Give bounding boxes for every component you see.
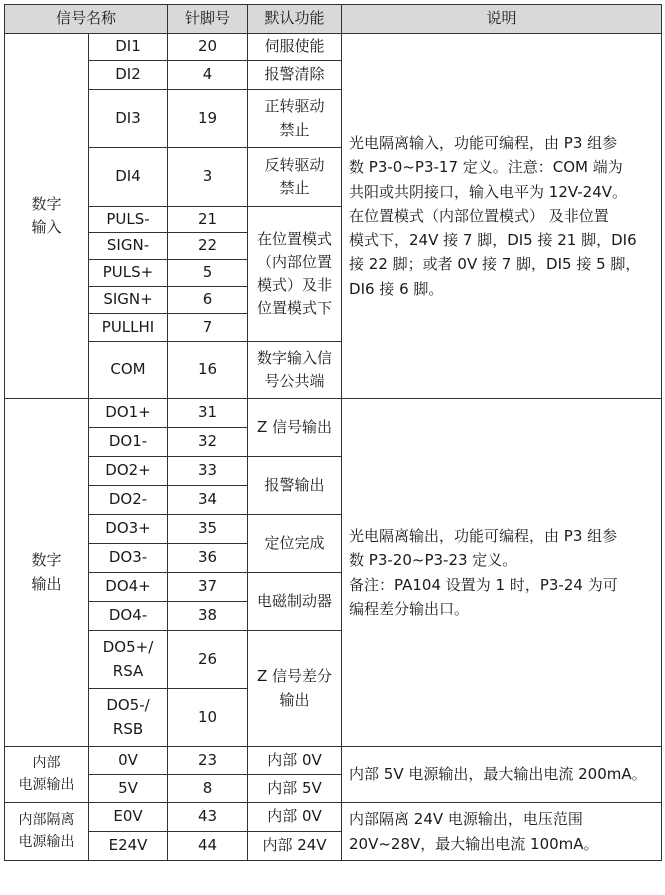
description-isolated-power: 内部隔离 24V 电源输出，电压范围 20V~28V，最大输出电流 100mA。 xyxy=(342,803,662,861)
pin-cell: 31 xyxy=(168,399,248,428)
signal-cell: SIGN+ xyxy=(89,287,168,314)
header-row xyxy=(5,5,662,34)
function-cell: 伺服使能 xyxy=(248,34,342,61)
signal-cell: DI1 xyxy=(89,34,168,61)
pin-cell: 38 xyxy=(168,602,248,631)
pin-cell: 6 xyxy=(168,287,248,314)
pin-cell: 43 xyxy=(168,803,248,832)
function-cell: 报警输出 xyxy=(248,457,342,515)
pin-cell: 8 xyxy=(168,775,248,803)
pin-cell: 33 xyxy=(168,457,248,486)
signal-cell: DI3 xyxy=(89,90,168,148)
table-row xyxy=(5,747,662,775)
function-cell: 定位完成 xyxy=(248,515,342,573)
function-cell: 反转驱动 禁止 xyxy=(248,148,342,207)
pin-cell: 26 xyxy=(168,631,248,689)
function-cell: 内部 0V xyxy=(248,747,342,775)
function-cell: 电磁制动器 xyxy=(248,573,342,631)
signal-cell: E24V xyxy=(89,832,168,861)
signal-cell: DO5+/ RSA xyxy=(89,631,168,689)
signal-cell: DO3- xyxy=(89,544,168,573)
function-cell: Z 信号输出 xyxy=(248,399,342,457)
function-cell: Z 信号差分 输出 xyxy=(248,631,342,747)
pin-cell: 36 xyxy=(168,544,248,573)
signal-cell: PULS+ xyxy=(89,260,168,287)
signal-cell: DO4+ xyxy=(89,573,168,602)
signal-cell: DI4 xyxy=(89,148,168,207)
pin-cell: 5 xyxy=(168,260,248,287)
pin-cell: 35 xyxy=(168,515,248,544)
function-cell: 内部 0V xyxy=(248,803,342,832)
pin-definition-table xyxy=(4,4,662,861)
pin-cell: 37 xyxy=(168,573,248,602)
group-label-digital-output: 数字 输出 xyxy=(5,399,89,747)
signal-cell: 0V xyxy=(89,747,168,775)
signal-cell: DO5-/ RSB xyxy=(89,689,168,747)
signal-cell: E0V xyxy=(89,803,168,832)
signal-cell: COM xyxy=(89,342,168,399)
signal-cell: DO1- xyxy=(89,428,168,457)
pin-cell: 20 xyxy=(168,34,248,61)
header-pin: 针脚号 xyxy=(168,5,248,34)
signal-cell: DO1+ xyxy=(89,399,168,428)
function-cell: 数字输入信 号公共端 xyxy=(248,342,342,399)
table-row xyxy=(5,803,662,832)
table-row xyxy=(5,399,662,428)
function-cell: 内部 24V xyxy=(248,832,342,861)
pin-cell: 19 xyxy=(168,90,248,148)
pin-cell: 32 xyxy=(168,428,248,457)
header-signal-name: 信号名称 xyxy=(5,5,168,34)
header-default-function: 默认功能 xyxy=(248,5,342,34)
pin-cell: 3 xyxy=(168,148,248,207)
signal-cell: PULLHI xyxy=(89,314,168,342)
description-digital-output: 光电隔离输出，功能可编程，由 P3 组参 数 P3-20~P3-23 定义。 备注：PA104 设置为 1 时，P3-24 为可 编程差分输出口。 xyxy=(342,399,662,747)
group-label-isolated-power: 内部隔离 电源输出 xyxy=(5,803,89,861)
pin-cell: 23 xyxy=(168,747,248,775)
description-digital-input: 光电隔离输入，功能可编程，由 P3 组参 数 P3-0~P3-17 定义。注意：COM 端为 共阳或共阴接口，输入电平为 12V-24V。 在位置模式（内部位置模式） 及非位置 模式下，24V 接 7 脚，DI5 接 21 脚，DI6 接 22 脚；或者 0V 接 7 脚，DI5 接 5 脚， DI6 接 6 脚。 xyxy=(342,34,662,399)
pin-cell: 34 xyxy=(168,486,248,515)
description-internal-power: 内部 5V 电源输出，最大输出电流 200mA。 xyxy=(342,747,662,803)
signal-cell: SIGN- xyxy=(89,233,168,260)
function-cell: 报警清除 xyxy=(248,61,342,90)
signal-cell: DO4- xyxy=(89,602,168,631)
pin-cell: 16 xyxy=(168,342,248,399)
pin-cell: 44 xyxy=(168,832,248,861)
group-label-digital-input: 数字 输入 xyxy=(5,34,89,399)
group-label-internal-power: 内部 电源输出 xyxy=(5,747,89,803)
function-cell: 内部 5V xyxy=(248,775,342,803)
pin-cell: 7 xyxy=(168,314,248,342)
signal-cell: DO3+ xyxy=(89,515,168,544)
pin-cell: 10 xyxy=(168,689,248,747)
function-cell: 在位置模式 （内部位置 模式）及非 位置模式下 xyxy=(248,207,342,342)
pin-cell: 21 xyxy=(168,207,248,233)
header-description: 说明 xyxy=(342,5,662,34)
signal-cell: DI2 xyxy=(89,61,168,90)
signal-cell: 5V xyxy=(89,775,168,803)
pin-cell: 22 xyxy=(168,233,248,260)
signal-cell: DO2+ xyxy=(89,457,168,486)
signal-cell: PULS- xyxy=(89,207,168,233)
table-row xyxy=(5,34,662,61)
pin-cell: 4 xyxy=(168,61,248,90)
function-cell: 正转驱动 禁止 xyxy=(248,90,342,148)
signal-cell: DO2- xyxy=(89,486,168,515)
